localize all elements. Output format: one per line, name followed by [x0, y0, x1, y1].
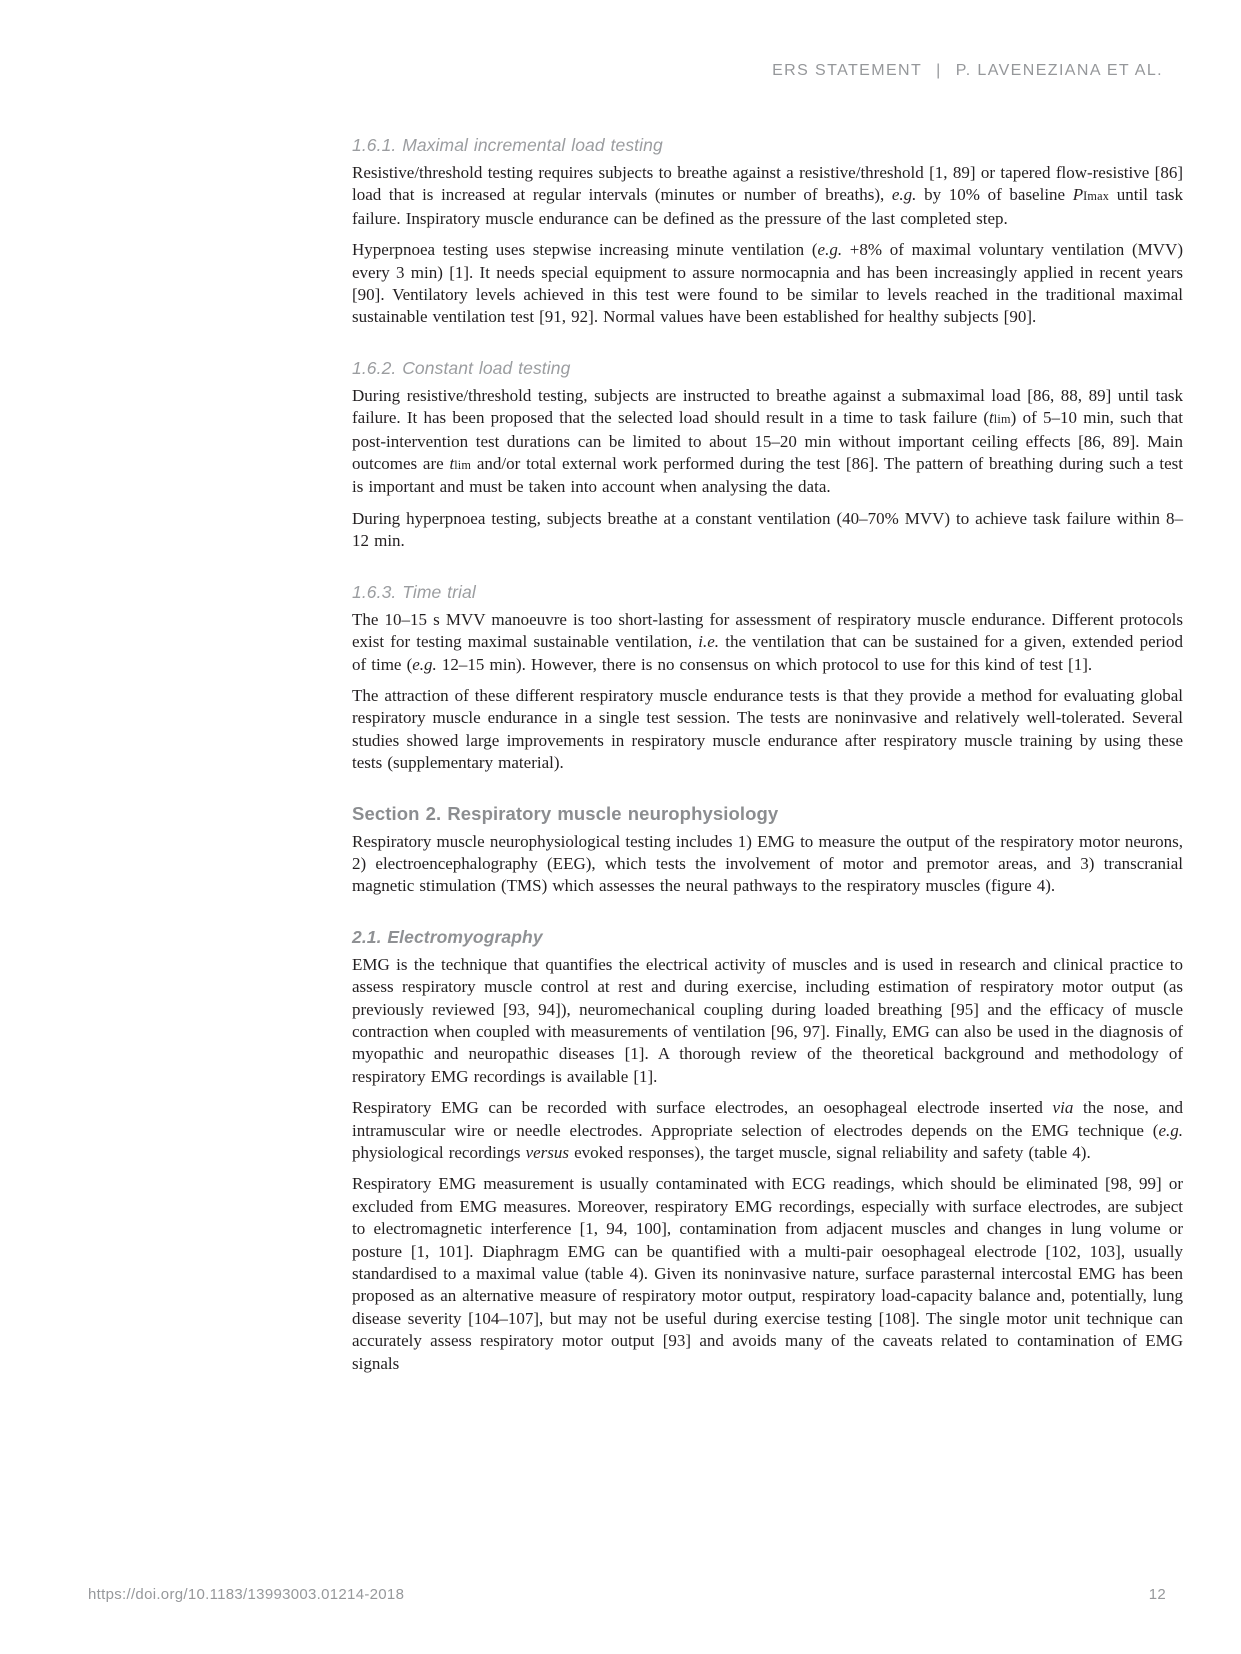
para-1-6-3-b: The attraction of these different respiratory muscle endurance tests is that they provide a method for evaluating global respiratory muscle endurance in a single test session. The tests are noninvasive and relatively well-tolerated. Several studies showed large improvements in respiratory muscle endurance after respiratory muscle training by using these tests (supplementary material).: [352, 685, 1183, 773]
header-separator: |: [936, 62, 942, 79]
page-footer: [88, 1586, 1166, 1603]
heading-1-6-2: 1.6.2. Constant load testing: [352, 357, 571, 378]
para-2-1-b: Respiratory EMG can be recorded with surface electrodes, an oesophageal electrode inserted via the nose, and intramuscular wire or needle electrodes. Appropriate selection of electrodes depends on the EMG technique (e.g. physiological recordings versus evoked responses), the target muscle, signal reliability and safety (table 4).: [352, 1098, 1183, 1162]
running-header: [772, 62, 1163, 80]
para-section-2: Respiratory muscle neurophysiological testing includes 1) EMG to measure the output of the respiratory motor neurons, 2) electroencephalography (EEG), which tests the involvement of motor and premotor areas, and 3) transcranial magnetic stimulation (TMS) which assesses the neural pathways to the respiratory muscles (figure 4).: [352, 831, 1183, 896]
para-1-6-1-a: Resistive/threshold testing requires subjects to breathe against a resistive/threshold [1, 89] or tapered flow-resistive [86] load that is increased at regular intervals (minutes or number of breaths), e.g. by 10% of baseline PImax until task failure. Inspiratory muscle endurance can be defined as the pressure of the last completed step.: [352, 163, 1183, 228]
header-journal-label: ERS STATEMENT: [772, 62, 923, 79]
para-1-6-1-b: Hyperpnoea testing uses stepwise increasing minute ventilation (e.g. +8% of maximal voluntary ventilation (MVV) every 3 min) [1]. It needs special equipment to assure normocapnia and has been increasingly applied in recent years [90]. Ventilatory levels achieved in this test were found to be similar to levels reached in the traditional maximal sustainable ventilation test [91, 92]. Normal values have been established for healthy subjects [90].: [352, 240, 1183, 327]
heading-section-2: Section 2. Respiratory muscle neurophysiology: [352, 802, 779, 824]
heading-2-1: 2.1. Electromyography: [352, 926, 543, 947]
page-number: 12: [1148, 1586, 1166, 1603]
header-authors-label: P. LAVENEZIANA ET AL.: [955, 62, 1163, 79]
page-body-text: [352, 134, 1183, 1384]
doi-link[interactable]: https://doi.org/10.1183/13993003.01214-2018: [88, 1586, 405, 1603]
heading-1-6-1: 1.6.1. Maximal incremental load testing: [352, 135, 663, 155]
heading-1-6-3: 1.6.3. Time trial: [352, 581, 476, 602]
para-1-6-2-b: During hyperpnoea testing, subjects breathe at a constant ventilation (40–70% MVV) to achieve task failure within 8–12 min.: [352, 508, 1183, 551]
para-2-1-a: EMG is the technique that quantifies the electrical activity of muscles and is used in research and clinical practice to assess respiratory muscle control at rest and during exercise, including estimation of respiratory motor output (as previously reviewed [93, 94]), neuromechanical coupling during loaded breathing [95] and the efficacy of muscle contraction when coupled with measurements of ventilation [96, 97]. Finally, EMG can also be used in the diagnosis of myopathic and neuropathic diseases [1]. A thorough review of the theoretical background and methodology of respiratory EMG recordings is available [1].: [352, 954, 1183, 1086]
para-1-6-2-a: During resistive/threshold testing, subjects are instructed to breathe against a submaximal load [86, 88, 89] until task failure. It has been proposed that the selected load should result in a time to task failure (tlim) of 5–10 min, such that post-intervention test durations can be limited to about 15–20 min without important ceiling effects [86, 89]. Main outcomes are tlim and/or total external work performed during the test [86]. The pattern of breathing during such a test is important and must be taken into account when analysing the data.: [352, 385, 1184, 497]
para-1-6-3-a: The 10–15 s MVV manoeuvre is too short-lasting for assessment of respiratory muscle endurance. Different protocols exist for testing maximal sustainable ventilation, i.e. the ventilation that can be sustained for a given, extended period of time (e.g. 12–15 min). However, there is no consensus on which protocol to use for this kind of test [1].: [352, 609, 1183, 674]
para-2-1-c: Respiratory EMG measurement is usually contaminated with ECG readings, which should be eliminated [98, 99] or excluded from EMG measures. Moreover, respiratory EMG recordings, especially with surface electrodes, are subject to electromagnetic interference [1, 94, 100], contamination from adjacent muscles and changes in lung volume or posture [1, 101]. Diaphragm EMG can be quantified with a multi-pair oesophageal electrode [102, 103], usually standardised to a maximal value (table 4). Given its noninvasive nature, surface parasternal intercostal EMG has been proposed as an alternative measure of respiratory motor output, respiratory load-capacity balance and, potentially, lung disease severity [104–107], but may not be useful during exercise testing [108]. The single motor unit technique can accurately assess respiratory motor output [93] and avoids many of the caveats related to contamination of EMG signals: [352, 1174, 1183, 1373]
